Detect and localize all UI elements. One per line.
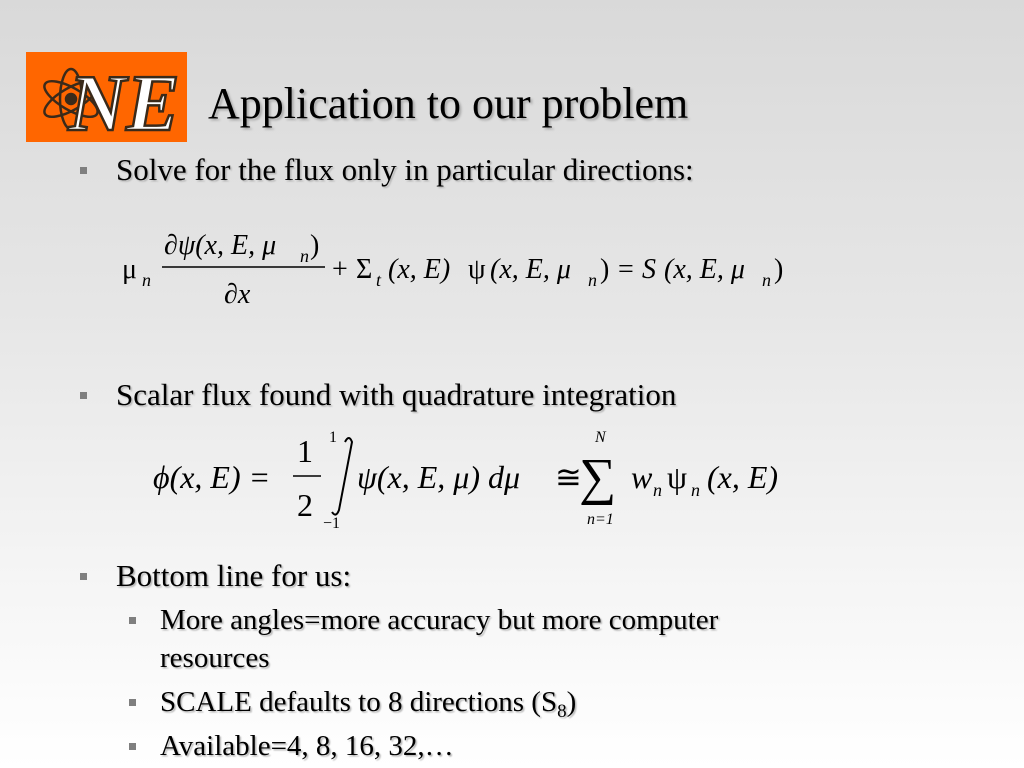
eq-w-n: n bbox=[653, 480, 662, 500]
eq-args: (x, E) bbox=[707, 459, 779, 495]
eq-numerator-close: ) bbox=[310, 230, 320, 261]
scalar-flux-equation bbox=[145, 420, 815, 538]
eq-n-subscript: n bbox=[142, 270, 151, 290]
bullet-item bbox=[116, 377, 676, 413]
bullet-marker bbox=[80, 573, 87, 580]
sub-bullet-marker bbox=[129, 699, 136, 706]
bullet-marker bbox=[80, 167, 87, 174]
logo-text: NE bbox=[68, 60, 180, 142]
bullet-text: Scalar flux found with quadrature integration bbox=[116, 377, 677, 412]
eq-psi: ψ bbox=[667, 459, 688, 495]
eq-psi-n: n bbox=[588, 270, 597, 290]
eq-psi-n: n bbox=[691, 480, 700, 500]
sub-bullet-text: SCALE defaults to 8 directions (S bbox=[160, 686, 558, 718]
sub-bullet-item bbox=[160, 728, 454, 764]
eq-plus: + bbox=[332, 254, 348, 285]
sub-bullet-text: Available=4, 8, 16, 32,… bbox=[160, 730, 454, 762]
eq-integral-lower: −1 bbox=[323, 515, 341, 532]
eq-t-subscript: t bbox=[376, 270, 382, 290]
eq-psi-close: ) bbox=[600, 254, 610, 285]
integral-sign bbox=[332, 438, 352, 515]
eq-approx: ≅ bbox=[555, 459, 582, 495]
bullet-item bbox=[116, 152, 694, 188]
eq-psi-numerator: ∂ψ(x, E, μ bbox=[164, 230, 277, 261]
eq-equals: = bbox=[618, 254, 634, 285]
eq-source-n: n bbox=[762, 270, 771, 290]
eq-two: 2 bbox=[297, 487, 313, 523]
bullet-text: Solve for the flux only in particular directions: bbox=[116, 152, 694, 187]
eq-source-args: (x, E, μ bbox=[664, 254, 745, 285]
eq-sigma: Σ bbox=[356, 254, 373, 285]
eq-partial-x: ∂x bbox=[224, 279, 251, 310]
eq-sigma-args: (x, E) bbox=[388, 254, 451, 285]
sub-bullet-suffix: ) bbox=[566, 686, 577, 718]
eq-numerator-n: n bbox=[300, 246, 309, 266]
sub-bullet-item bbox=[160, 684, 576, 720]
bullet-item bbox=[116, 558, 351, 594]
sub-bullet-text: resources bbox=[160, 642, 270, 674]
eq-one: 1 bbox=[297, 433, 313, 469]
eq-sum-upper: N bbox=[595, 429, 606, 446]
page-title: Application to our problem bbox=[208, 79, 689, 128]
sub-bullet-continuation bbox=[160, 640, 270, 676]
sum-sign: ∑ bbox=[579, 449, 617, 506]
eq-integral-upper: 1 bbox=[329, 429, 337, 446]
eq-source: S bbox=[642, 254, 656, 285]
sub-bullet-item bbox=[160, 602, 718, 638]
sub-bullet-subscript: 8 bbox=[557, 701, 567, 722]
eq-w: w bbox=[631, 459, 653, 495]
eq-phi: ϕ(x, E) = bbox=[153, 459, 271, 495]
sub-bullet-text: More angles=more accuracy but more computer bbox=[160, 604, 719, 636]
bullet-marker bbox=[80, 392, 87, 399]
logo bbox=[26, 52, 187, 142]
sub-bullet-marker bbox=[129, 743, 136, 750]
transport-equation bbox=[112, 218, 802, 318]
eq-source-close: ) bbox=[774, 254, 784, 285]
eq-integrand: ψ(x, E, μ) dμ bbox=[357, 459, 521, 495]
eq-mu: μ bbox=[122, 254, 138, 285]
eq-psi: ψ bbox=[468, 254, 486, 285]
sub-bullet-marker bbox=[129, 617, 136, 624]
eq-sum-lower: n=1 bbox=[587, 511, 614, 528]
eq-psi-args: (x, E, μ bbox=[490, 254, 571, 285]
bullet-text: Bottom line for us: bbox=[116, 558, 352, 593]
